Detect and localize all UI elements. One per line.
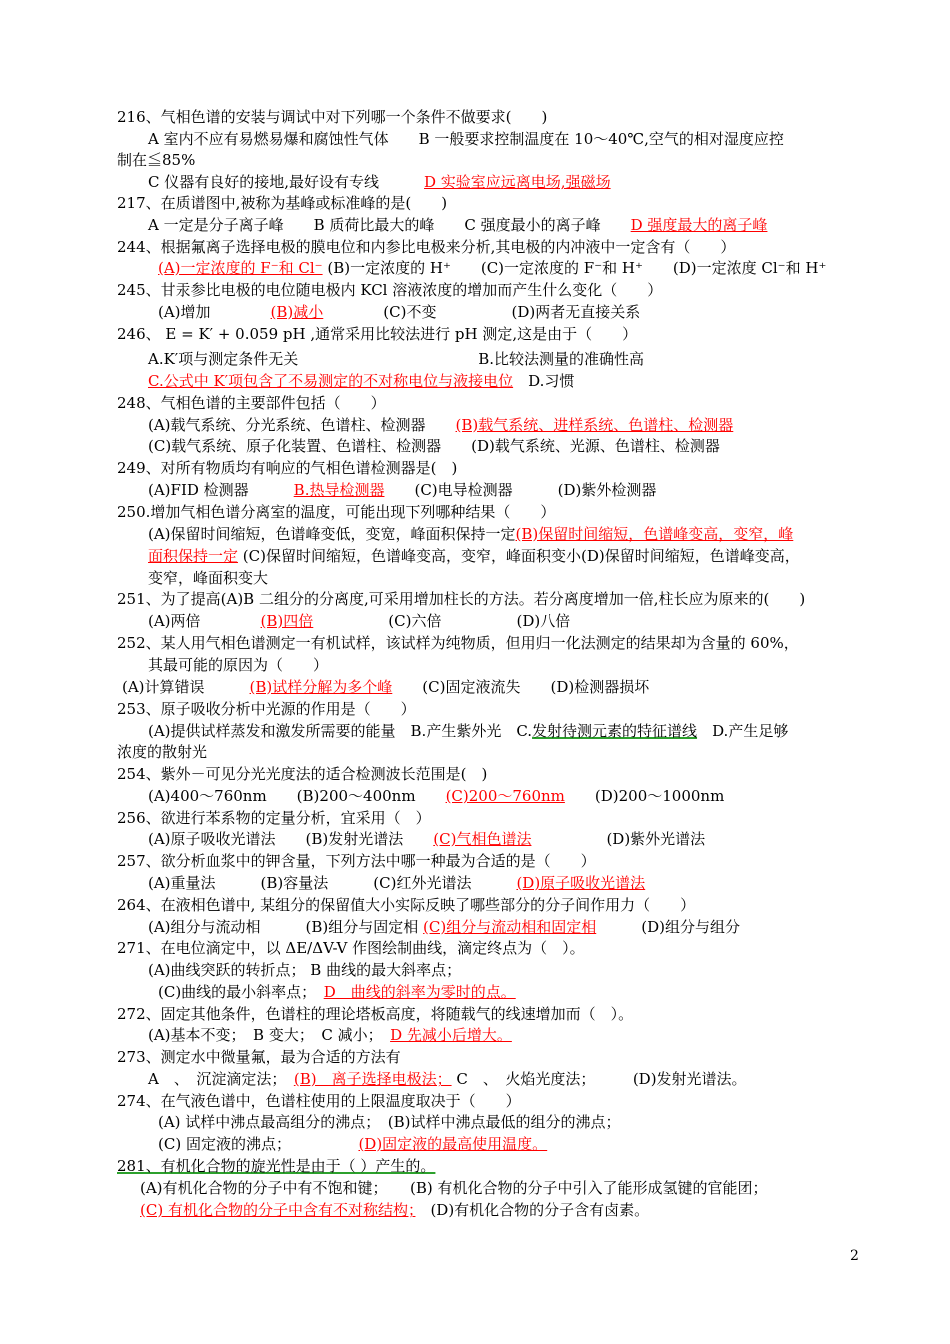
question-text: A 一定是分子离子峰 B 质荷比最大的峰 C 强度最小的离子峰 xyxy=(148,216,631,234)
text-line xyxy=(148,655,328,676)
highlighted-text: 发射待测元素的特征谱线 xyxy=(532,722,698,740)
question-text: 251、为了提高(A)B 二组分的分离度,可采用增加柱长的方法。若分离度增加一倍,柱长应为原来的( ) xyxy=(117,590,806,608)
question-text: C 、 火焰光度法； (D)发射光谱法。 xyxy=(451,1070,747,1088)
question-text: (D)组分与组分 xyxy=(596,918,740,936)
question-text: (A)400～760nm (B)200～400nm xyxy=(148,787,446,805)
answer-text: B.热导检测器 xyxy=(293,481,385,499)
question-text: 272、固定其他条件，色谱柱的理论塔板高度，将随载气的线速增加而（ ）。 xyxy=(117,1005,634,1023)
question-text: C 仪器有良好的接地,最好设有专线 xyxy=(148,173,425,191)
text-line xyxy=(158,1134,547,1155)
answer-text: (B) 离子选择电极法； xyxy=(293,1070,452,1088)
text-line xyxy=(148,215,767,236)
text-line xyxy=(117,193,447,214)
question-text: 244、根据氟离子选择电极的膜电位和内参比电极来分析,其电极的内冲液中一定含有（ ） xyxy=(117,238,736,256)
question-text: (C)保留时间缩短，色谱峰变高，变窄，峰面积变小(D)保留时间缩短，色谱峰变高， xyxy=(238,547,800,565)
question-text: (A)重量法 (B)容量法 (C)红外光谱法 xyxy=(148,874,517,892)
question-text: (C)固定液流失 (D)检测器损坏 xyxy=(392,678,650,696)
text-line xyxy=(117,280,662,301)
text-line xyxy=(148,568,268,589)
text-line xyxy=(117,1047,401,1068)
question-text: 217、在质谱图中,被称为基峰或标准峰的是( ) xyxy=(117,194,448,212)
answer-text: (B)四倍 xyxy=(260,612,314,630)
question-text: 245、甘汞参比电极的电位随电极内 KCl 溶液浓度的增加而产生什么变化（ ） xyxy=(117,281,663,299)
question-text: (A)FID 检测器 xyxy=(148,481,294,499)
text-line xyxy=(148,721,788,742)
answer-text: D 实验室应远离电场,强磁场 xyxy=(424,173,611,191)
question-text: (D)有机化合物的分子含有卤素。 xyxy=(415,1201,650,1219)
text-line xyxy=(148,611,570,632)
text-line xyxy=(140,1200,649,1221)
answer-text: (A)一定浓度的 F⁻和 Cl⁻ xyxy=(158,259,323,277)
text-line xyxy=(117,150,195,171)
question-text: (A)计算错误 xyxy=(122,678,250,696)
text-line xyxy=(148,1069,747,1090)
question-text: 浓度的散射光 xyxy=(117,743,208,761)
page-number: 2 xyxy=(850,1248,859,1264)
text-line xyxy=(117,851,596,872)
question-text: 257、欲分析血浆中的钾含量，下列方法中哪一种最为合适的是（ ） xyxy=(117,852,596,870)
text-line xyxy=(117,393,386,414)
answer-text: (B)载气系统、进样系统、色谱柱、检测器 xyxy=(455,416,734,434)
question-text: 252、某人用气相色谱测定一有机试样，该试样为纯物质，但用归一化法测定的结果却为含量的 60%， xyxy=(117,634,799,652)
question-text: (A)基本不变； B 变大； C 减小； xyxy=(148,1026,391,1044)
answer-text: (C) 有机化合物的分子中含有不对称结构； xyxy=(140,1201,416,1219)
text-line xyxy=(117,1004,633,1025)
text-line xyxy=(148,524,793,545)
text-line xyxy=(148,349,644,370)
question-text: (A)有机化合物的分子中有不饱和键； (B) 有机化合物的分子中引入了能形成氢键的官能团； xyxy=(140,1179,768,1197)
text-line xyxy=(148,415,733,436)
question-text: (A)保留时间缩短，色谱峰变低，变宽，峰面积保持一定 xyxy=(148,525,516,543)
question-text: (A)原子吸收光谱法 (B)发射光谱法 xyxy=(148,830,434,848)
question-text: 254、紫外－可见分光光度法的适合检测波长范围是( ) xyxy=(117,765,488,783)
question-text: D.产生足够 xyxy=(697,722,789,740)
text-line xyxy=(158,982,516,1003)
text-line xyxy=(148,371,574,392)
text-line xyxy=(148,960,461,981)
question-text: 216、气相色谱的安装与调试中对下列哪一个条件不做要求( ) xyxy=(117,108,548,126)
text-line xyxy=(117,764,487,785)
text-line xyxy=(148,1025,512,1046)
text-line xyxy=(117,808,431,829)
question-text: (A)提供试样蒸发和激发所需要的能量 B.产生紫外光 C. xyxy=(148,722,533,740)
question-text: 273、测定水中微量氟，最为合适的方法有 xyxy=(117,1048,401,1066)
question-text: 264、在液相色谱中, 某组分的保留值大小实际反映了哪些部分的分子间作用力（ ） xyxy=(117,896,696,914)
question-text: 制在≦85% xyxy=(117,151,196,169)
question-text: 250.增加气相色谱分离室的温度，可能出现下列哪种结果（ ） xyxy=(117,503,556,521)
question-text: (C)不变 (D)两者无直接关系 xyxy=(323,303,641,321)
text-line xyxy=(117,1156,435,1177)
question-text: D.习惯 xyxy=(513,372,575,390)
answer-text: (D)固定液的最高使用温度。 xyxy=(358,1135,548,1153)
text-line xyxy=(140,1178,768,1199)
question-text: 变窄，峰面积变大 xyxy=(148,569,269,587)
answer-text: D 先减小后增大。 xyxy=(390,1026,512,1044)
text-line xyxy=(117,324,637,345)
question-text: (C)曲线的最小斜率点； xyxy=(158,983,324,1001)
answer-text: (C)200～760nm xyxy=(445,787,565,805)
question-text: 256、欲进行苯系物的定量分析，宜采用（ ） xyxy=(117,809,431,827)
question-text: 248、气相色谱的主要部件包括（ ） xyxy=(117,394,386,412)
question-text: 271、在电位滴定中，以 ΔE/ΔV-V 作图绘制曲线，滴定终点为（ ）。 xyxy=(117,939,585,957)
question-text: 246、 E = K′ + 0.059 pH ,通常采用比较法进行 pH 测定,这是由于（ ） xyxy=(117,325,638,343)
question-text: (A)增加 xyxy=(158,303,271,321)
text-line xyxy=(158,1112,621,1133)
answer-text: (C)气相色谱法 xyxy=(433,830,532,848)
text-line xyxy=(158,302,640,323)
text-line xyxy=(117,895,695,916)
answer-text: (D)原子吸收光谱法 xyxy=(516,874,646,892)
answer-text: (C)组分与流动相和固定相 xyxy=(423,918,597,936)
text-line xyxy=(158,258,826,279)
text-line xyxy=(148,172,611,193)
question-text: (D)紫外光谱法 xyxy=(531,830,706,848)
text-line xyxy=(117,589,805,610)
answer-text: D 曲线的斜率为零时的点。 xyxy=(323,983,516,1001)
answer-text: C.公式中 K′项包含了不易测定的不对称电位与液接电位 xyxy=(148,372,514,390)
text-line xyxy=(117,938,585,959)
text-line xyxy=(148,436,720,457)
question-text: 249、对所有物质均有响应的气相色谱检测器是( ) xyxy=(117,459,458,477)
text-line xyxy=(148,546,800,567)
question-text: (A) 试样中沸点最高组分的沸点； (B)试样中沸点最低的组分的沸点； xyxy=(158,1113,621,1131)
text-line xyxy=(148,129,784,150)
answer-text: (B)保留时间缩短，色谱峰变高，变窄，峰 xyxy=(515,525,794,543)
answer-text: (B)试样分解为多个峰 xyxy=(249,678,393,696)
text-line xyxy=(117,699,416,720)
question-text: 253、原子吸收分析中光源的作用是（ ） xyxy=(117,700,416,718)
question-text: (A)组分与流动相 (B)组分与固定相 xyxy=(148,918,424,936)
text-line xyxy=(117,237,735,258)
answer-text: D 强度最大的离子峰 xyxy=(630,216,768,234)
question-text: A 、 沉淀滴定法； xyxy=(148,1070,294,1088)
text-line xyxy=(117,458,457,479)
question-text: (A)两倍 xyxy=(148,612,261,630)
text-line xyxy=(148,786,724,807)
text-line xyxy=(148,829,705,850)
text-line xyxy=(117,1091,521,1112)
question-text: 其最可能的原因为（ ） xyxy=(148,656,329,674)
text-line xyxy=(117,633,799,654)
question-text: (C) 固定液的沸点； xyxy=(158,1135,359,1153)
question-text: (A)曲线突跃的转折点； B 曲线的最大斜率点； xyxy=(148,961,462,979)
text-line xyxy=(117,742,207,763)
text-line xyxy=(148,873,645,894)
text-line xyxy=(148,480,656,501)
text-line xyxy=(122,677,649,698)
question-text: (A)载气系统、分光系统、色谱柱、检测器 xyxy=(148,416,456,434)
question-text: (C)载气系统、原子化装置、色谱柱、检测器 (D)载气系统、光源、色谱柱、检测器 xyxy=(148,437,720,455)
question-text: (C)电导检测器 (D)紫外检测器 xyxy=(384,481,657,499)
question-text: 274、在气液色谱中，色谱柱使用的上限温度取决于（ ） xyxy=(117,1092,521,1110)
answer-text: 面积保持一定 xyxy=(148,547,239,565)
question-text: A.K′项与测定条件无关 B.比较法测量的准确性高 xyxy=(148,350,645,368)
text-line xyxy=(117,502,555,523)
text-line xyxy=(117,107,547,128)
question-text: (D)200～1000nm xyxy=(564,787,725,805)
question-text: A 室内不应有易燃易爆和腐蚀性气体 B 一般要求控制温度在 10～40℃,空气的相对湿度应控 xyxy=(148,130,784,148)
text-line xyxy=(148,917,740,938)
question-text: (C)六倍 (D)八倍 xyxy=(313,612,571,630)
answer-text: (B)减小 xyxy=(270,303,324,321)
highlighted-text: 281、有机化合物的旋光性是由于（ ）产生的。 xyxy=(117,1157,436,1175)
question-text: (B)一定浓度的 H⁺ (C)一定浓度的 F⁻和 H⁺ (D)一定浓度 Cl⁻和 H⁺ xyxy=(322,259,827,277)
